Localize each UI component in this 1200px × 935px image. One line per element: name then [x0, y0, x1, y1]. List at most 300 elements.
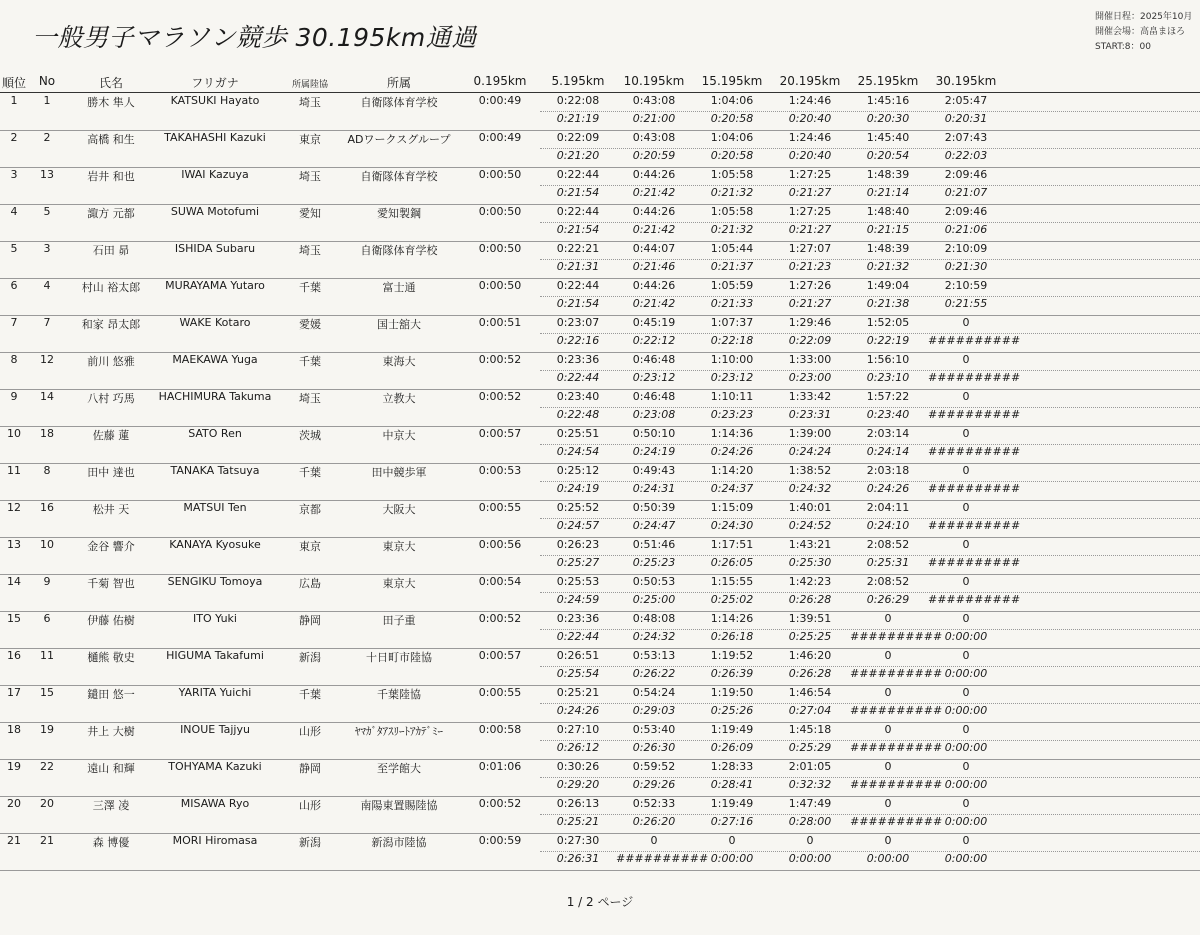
- lap-time-cell: ##########: [850, 815, 943, 828]
- team-cell: 自衛隊体育学校: [360, 96, 438, 109]
- lap-time-cell: 0:22:44: [556, 630, 600, 643]
- cumulative-time-cell: 1:45:16: [866, 94, 910, 107]
- lap-time-cell: 0:00:00: [944, 852, 988, 865]
- pref-cell: 東京: [299, 540, 321, 553]
- name-cell: 和家 昂太郎: [81, 318, 141, 331]
- cumulative-time-cell: 0:44:26: [632, 205, 676, 218]
- cumulative-time-cell: 0:44:26: [632, 168, 676, 181]
- lap-time-cell: 0:24:32: [632, 630, 676, 643]
- lap-time-cell: 0:25:54: [556, 667, 600, 680]
- table-row: [0, 611, 1200, 649]
- lap-time-cell: 0:26:18: [710, 630, 754, 643]
- cumulative-time-cell: 0: [962, 686, 970, 699]
- lap-time-cell: 0:25:31: [866, 556, 910, 569]
- cumulative-time-cell: 0:00:52: [478, 390, 522, 403]
- pref-cell: 埼玉: [299, 96, 321, 109]
- rank-cell: 9: [10, 390, 18, 403]
- cumulative-time-cell: 0: [806, 834, 814, 847]
- cumulative-time-cell: 2:09:46: [944, 168, 988, 181]
- lap-time-cell: 0:20:54: [866, 149, 910, 162]
- lap-time-cell: ##########: [850, 704, 943, 717]
- bib-cell: 19: [40, 723, 54, 736]
- bib-cell: 16: [40, 501, 54, 514]
- cumulative-time-cell: 0: [962, 575, 970, 588]
- cumulative-time-cell: 1:39:51: [788, 612, 832, 625]
- rank-cell: 21: [7, 834, 21, 847]
- lap-time-cell: 0:20:30: [866, 112, 910, 125]
- cumulative-time-cell: 0:00:52: [478, 353, 522, 366]
- lap-time-cell: 0:22:48: [556, 408, 600, 421]
- lap-time-cell: 0:00:00: [944, 630, 988, 643]
- cumulative-time-cell: 1:15:09: [710, 501, 754, 514]
- rank-cell: 18: [7, 723, 21, 736]
- cumulative-time-cell: 1:45:40: [866, 131, 910, 144]
- table-row: [0, 463, 1200, 501]
- event-meta: [1095, 10, 1192, 55]
- lap-time-cell: 0:21:54: [556, 223, 600, 236]
- rank-cell: 11: [7, 464, 21, 477]
- pref-cell: 山形: [299, 725, 321, 738]
- cumulative-time-cell: 0:25:53: [556, 575, 600, 588]
- kana-cell: KANAYA Kyosuke: [169, 538, 261, 551]
- cumulative-time-cell: 1:24:46: [788, 94, 832, 107]
- cumulative-time-cell: 1:05:44: [710, 242, 754, 255]
- lap-time-cell: 0:22:12: [632, 334, 676, 347]
- cumulative-time-cell: 1:46:20: [788, 649, 832, 662]
- team-cell: 大阪大: [382, 503, 416, 516]
- cumulative-time-cell: 0: [962, 538, 970, 551]
- cumulative-time-cell: 0:50:39: [632, 501, 676, 514]
- cumulative-time-cell: 0: [884, 760, 892, 773]
- table-row: [0, 426, 1200, 464]
- cumulative-time-cell: 1:57:22: [866, 390, 910, 403]
- bib-cell: 18: [40, 427, 54, 440]
- cumulative-time-cell: 1:29:46: [788, 316, 832, 329]
- cumulative-time-cell: 1:15:55: [710, 575, 754, 588]
- cumulative-time-cell: 1:19:52: [710, 649, 754, 662]
- lap-time-cell: 0:21:37: [710, 260, 754, 273]
- header-split-6: 30.195km: [935, 74, 997, 88]
- lap-time-cell: 0:24:26: [710, 445, 754, 458]
- cumulative-time-cell: 0:52:33: [632, 797, 676, 810]
- cumulative-time-cell: 1:10:11: [710, 390, 754, 403]
- kana-cell: SATO Ren: [188, 427, 242, 440]
- bib-cell: 9: [43, 575, 51, 588]
- lap-time-cell: 0:24:37: [710, 482, 754, 495]
- lap-time-cell: 0:21:27: [788, 297, 832, 310]
- cumulative-time-cell: 1:19:50: [710, 686, 754, 699]
- lap-time-cell: 0:26:31: [556, 852, 600, 865]
- cumulative-time-cell: 0:26:51: [556, 649, 600, 662]
- rank-cell: 19: [7, 760, 21, 773]
- header-no: No: [38, 74, 56, 88]
- table-row: [0, 130, 1200, 168]
- lap-time-cell: 0:24:26: [866, 482, 910, 495]
- cumulative-time-cell: 1:38:52: [788, 464, 832, 477]
- table-row: [0, 833, 1200, 871]
- cumulative-time-cell: 0:27:30: [556, 834, 600, 847]
- cumulative-time-cell: 1:27:25: [788, 205, 832, 218]
- cumulative-time-cell: 0:30:26: [556, 760, 600, 773]
- kana-cell: MAEKAWA Yuga: [172, 353, 258, 366]
- lap-time-cell: 0:21:15: [866, 223, 910, 236]
- header-name: 氏名: [98, 76, 123, 90]
- cumulative-time-cell: 0:22:44: [556, 205, 600, 218]
- cumulative-time-cell: 1:39:00: [788, 427, 832, 440]
- name-cell: 井上 大樹: [87, 725, 135, 738]
- team-cell: 富士通: [382, 281, 416, 294]
- rank-cell: 13: [7, 538, 21, 551]
- lap-time-cell: 0:26:05: [710, 556, 754, 569]
- rank-cell: 1: [10, 94, 18, 107]
- lap-time-cell: 0:21:06: [944, 223, 988, 236]
- cumulative-time-cell: 0:00:55: [478, 686, 522, 699]
- cumulative-time-cell: 1:47:49: [788, 797, 832, 810]
- cumulative-time-cell: 0: [962, 760, 970, 773]
- lap-time-cell: 0:21:00: [632, 112, 676, 125]
- lap-time-cell: ##########: [928, 519, 1021, 532]
- bib-cell: 7: [43, 316, 51, 329]
- lap-time-cell: 0:21:42: [632, 297, 676, 310]
- cumulative-time-cell: 0: [962, 723, 970, 736]
- lap-time-cell: 0:26:22: [632, 667, 676, 680]
- lap-time-cell: 0:21:20: [556, 149, 600, 162]
- cumulative-time-cell: 0: [884, 834, 892, 847]
- lap-time-cell: 0:23:10: [866, 371, 910, 384]
- lap-time-cell: 0:20:40: [788, 149, 832, 162]
- team-cell: 田中競歩軍: [371, 466, 427, 479]
- cumulative-time-cell: 1:14:36: [710, 427, 754, 440]
- lap-time-cell: 0:26:30: [632, 741, 676, 754]
- table-row: [0, 574, 1200, 612]
- header-split-4: 20.195km: [779, 74, 841, 88]
- lap-time-cell: ##########: [850, 778, 943, 791]
- table-row: [0, 93, 1200, 131]
- cumulative-time-cell: 0:25:21: [556, 686, 600, 699]
- kana-cell: IWAI Kazuya: [181, 168, 249, 181]
- cumulative-time-cell: 1:19:49: [710, 723, 754, 736]
- name-cell: 村山 裕太郎: [81, 281, 141, 294]
- lap-time-cell: 0:21:23: [788, 260, 832, 273]
- cumulative-time-cell: 1:14:20: [710, 464, 754, 477]
- team-cell: 新潟市陸協: [371, 836, 427, 849]
- kana-cell: ISHIDA Subaru: [174, 242, 256, 255]
- lap-time-cell: 0:24:52: [788, 519, 832, 532]
- kana-cell: KATSUKI Hayato: [170, 94, 260, 107]
- lap-time-cell: 0:25:23: [632, 556, 676, 569]
- lap-time-cell: 0:21:27: [788, 223, 832, 236]
- name-cell: 前川 悠雅: [87, 355, 135, 368]
- lap-time-cell: 0:25:27: [556, 556, 600, 569]
- cumulative-time-cell: 1:04:06: [710, 94, 754, 107]
- cumulative-time-cell: 0:43:08: [632, 131, 676, 144]
- cumulative-time-cell: 0:00:50: [478, 168, 522, 181]
- cumulative-time-cell: 0: [962, 649, 970, 662]
- cumulative-time-cell: 0:00:49: [478, 94, 522, 107]
- lap-time-cell: 0:20:59: [632, 149, 676, 162]
- team-cell: ﾔﾏｶﾞﾀｱｽﾘｰﾄｱｶﾃﾞﾐｰ: [355, 725, 443, 738]
- cumulative-time-cell: 1:43:21: [788, 538, 832, 551]
- table-row: [0, 241, 1200, 279]
- lap-time-cell: 0:22:03: [944, 149, 988, 162]
- bib-cell: 3: [43, 242, 51, 255]
- cumulative-time-cell: 1:05:58: [710, 205, 754, 218]
- cumulative-time-cell: 1:27:26: [788, 279, 832, 292]
- lap-time-cell: 0:26:28: [788, 593, 832, 606]
- bib-cell: 11: [40, 649, 54, 662]
- rank-cell: 6: [10, 279, 18, 292]
- bib-cell: 20: [40, 797, 54, 810]
- cumulative-time-cell: 0:01:06: [478, 760, 522, 773]
- cumulative-time-cell: 0:00:53: [478, 464, 522, 477]
- lap-time-cell: ##########: [928, 371, 1021, 384]
- cumulative-time-cell: 2:04:11: [866, 501, 910, 514]
- team-cell: 東京大: [382, 577, 416, 590]
- lap-time-cell: 0:24:32: [788, 482, 832, 495]
- cumulative-time-cell: 0:00:52: [478, 797, 522, 810]
- rank-cell: 16: [7, 649, 21, 662]
- pref-cell: 新潟: [299, 651, 321, 664]
- name-cell: 諏方 元都: [87, 207, 135, 220]
- pref-cell: 埼玉: [299, 392, 321, 405]
- bib-cell: 1: [43, 94, 51, 107]
- lap-time-cell: 0:00:00: [944, 815, 988, 828]
- event-start: START:8：00: [1095, 42, 1151, 52]
- lap-time-cell: 0:21:32: [866, 260, 910, 273]
- cumulative-time-cell: 0:23:36: [556, 353, 600, 366]
- table-row: [0, 685, 1200, 723]
- lap-time-cell: 0:26:20: [632, 815, 676, 828]
- rank-cell: 3: [10, 168, 18, 181]
- cumulative-time-cell: 0:00:49: [478, 131, 522, 144]
- name-cell: 田中 達也: [87, 466, 135, 479]
- lap-time-cell: 0:21:54: [556, 186, 600, 199]
- lap-time-cell: 0:27:16: [710, 815, 754, 828]
- table-row: [0, 722, 1200, 760]
- rank-cell: 17: [7, 686, 21, 699]
- team-cell: ADワークスグループ: [347, 133, 451, 146]
- lap-time-cell: 0:26:28: [788, 667, 832, 680]
- cumulative-time-cell: 1:48:40: [866, 205, 910, 218]
- lap-time-cell: 0:28:00: [788, 815, 832, 828]
- cumulative-time-cell: 0:25:52: [556, 501, 600, 514]
- rank-cell: 20: [7, 797, 21, 810]
- pref-cell: 静岡: [299, 762, 321, 775]
- name-cell: 鑓田 悠一: [87, 688, 135, 701]
- pref-cell: 静岡: [299, 614, 321, 627]
- lap-time-cell: 0:27:04: [788, 704, 832, 717]
- cumulative-time-cell: 1:17:51: [710, 538, 754, 551]
- kana-cell: HIGUMA Takafumi: [166, 649, 264, 662]
- kana-cell: INOUE Tajjyu: [180, 723, 250, 736]
- lap-time-cell: 0:24:19: [632, 445, 676, 458]
- cumulative-time-cell: 0:00:57: [478, 649, 522, 662]
- kana-cell: MATSUI Ten: [183, 501, 247, 514]
- lap-time-cell: 0:00:00: [788, 852, 832, 865]
- cumulative-time-cell: 2:08:52: [866, 538, 910, 551]
- header-split-3: 15.195km: [701, 74, 763, 88]
- name-cell: 金谷 響介: [87, 540, 135, 553]
- lap-time-cell: 0:24:19: [556, 482, 600, 495]
- cumulative-time-cell: 0:25:12: [556, 464, 600, 477]
- kana-cell: SENGIKU Tomoya: [167, 575, 263, 588]
- page-title: 一般男子マラソン競歩 30.195km通過: [32, 23, 477, 52]
- table-row: [0, 352, 1200, 390]
- cumulative-time-cell: 1:52:05: [866, 316, 910, 329]
- kana-cell: TAKAHASHI Kazuki: [164, 131, 266, 144]
- lap-time-cell: 0:21:30: [944, 260, 988, 273]
- kana-cell: TOHYAMA Kazuki: [168, 760, 262, 773]
- lap-time-cell: 0:28:41: [710, 778, 754, 791]
- lap-time-cell: ##########: [850, 667, 943, 680]
- pref-cell: 埼玉: [299, 170, 321, 183]
- cumulative-time-cell: 0:22:44: [556, 279, 600, 292]
- lap-time-cell: 0:21:42: [632, 223, 676, 236]
- lap-time-cell: 0:21:55: [944, 297, 988, 310]
- lap-time-cell: 0:00:00: [944, 778, 988, 791]
- team-cell: 自衛隊体育学校: [360, 244, 438, 257]
- lap-time-cell: 0:23:00: [788, 371, 832, 384]
- lap-time-cell: 0:20:58: [710, 149, 754, 162]
- lap-time-cell: 0:00:00: [944, 704, 988, 717]
- lap-time-cell: 0:29:03: [632, 704, 676, 717]
- event-date: 開催日程：2025年10月: [1095, 12, 1193, 22]
- bib-cell: 13: [40, 168, 54, 181]
- name-cell: 松井 天: [92, 503, 130, 516]
- cumulative-time-cell: 0: [962, 797, 970, 810]
- pref-cell: 東京: [299, 133, 321, 146]
- cumulative-time-cell: 1:04:06: [710, 131, 754, 144]
- lap-time-cell: 0:00:00: [710, 852, 754, 865]
- cumulative-time-cell: 0:22:08: [556, 94, 600, 107]
- team-cell: 至学館大: [377, 762, 421, 775]
- lap-time-cell: 0:21:32: [710, 186, 754, 199]
- rank-cell: 10: [7, 427, 21, 440]
- name-cell: 樋熊 敬史: [87, 651, 135, 664]
- lap-time-cell: 0:24:47: [632, 519, 676, 532]
- cumulative-time-cell: 1:42:23: [788, 575, 832, 588]
- table-row: [0, 500, 1200, 538]
- kana-cell: SUWA Motofumi: [170, 205, 260, 218]
- table-row: [0, 796, 1200, 834]
- lap-time-cell: 0:21:31: [556, 260, 600, 273]
- rank-cell: 7: [10, 316, 18, 329]
- lap-time-cell: 0:00:00: [944, 741, 988, 754]
- cumulative-time-cell: 0: [962, 353, 970, 366]
- cumulative-time-cell: 0:51:46: [632, 538, 676, 551]
- cumulative-time-cell: 0:00:50: [478, 242, 522, 255]
- cumulative-time-cell: 0: [962, 464, 970, 477]
- cumulative-time-cell: 0:22:44: [556, 168, 600, 181]
- lap-time-cell: 0:20:58: [710, 112, 754, 125]
- lap-time-cell: ##########: [928, 556, 1021, 569]
- team-cell: 南陽東置賜陸協: [360, 799, 438, 812]
- team-cell: 東京大: [382, 540, 416, 553]
- table-header: [0, 72, 1200, 93]
- cumulative-time-cell: 2:01:05: [788, 760, 832, 773]
- lap-time-cell: 0:21:32: [710, 223, 754, 236]
- cumulative-time-cell: 0:48:08: [632, 612, 676, 625]
- cumulative-time-cell: 0:53:40: [632, 723, 676, 736]
- lap-time-cell: 0:23:12: [632, 371, 676, 384]
- lap-time-cell: 0:24:14: [866, 445, 910, 458]
- cumulative-time-cell: 0: [728, 834, 736, 847]
- cumulative-time-cell: 1:19:49: [710, 797, 754, 810]
- table-row: [0, 648, 1200, 686]
- cumulative-time-cell: 2:09:46: [944, 205, 988, 218]
- lap-time-cell: ##########: [928, 334, 1021, 347]
- lap-time-cell: 0:22:44: [556, 371, 600, 384]
- cumulative-time-cell: 0:44:26: [632, 279, 676, 292]
- cumulative-time-cell: 1:27:25: [788, 168, 832, 181]
- lap-time-cell: 0:21:33: [710, 297, 754, 310]
- cumulative-time-cell: 0:00:55: [478, 501, 522, 514]
- lap-time-cell: 0:23:23: [710, 408, 754, 421]
- cumulative-time-cell: 1:05:58: [710, 168, 754, 181]
- cumulative-time-cell: 2:05:47: [944, 94, 988, 107]
- lap-time-cell: 0:21:42: [632, 186, 676, 199]
- cumulative-time-cell: 0:26:23: [556, 538, 600, 551]
- cumulative-time-cell: 2:03:14: [866, 427, 910, 440]
- lap-time-cell: 0:23:31: [788, 408, 832, 421]
- lap-time-cell: 0:21:27: [788, 186, 832, 199]
- cumulative-time-cell: 1:45:18: [788, 723, 832, 736]
- cumulative-time-cell: 0: [884, 686, 892, 699]
- cumulative-time-cell: 0:00:56: [478, 538, 522, 551]
- lap-time-cell: 0:29:20: [556, 778, 600, 791]
- kana-cell: YARITA Yuichi: [178, 686, 252, 699]
- team-cell: 中京大: [382, 429, 416, 442]
- bib-cell: 8: [43, 464, 51, 477]
- lap-time-cell: 0:24:31: [632, 482, 676, 495]
- lap-time-cell: ##########: [616, 852, 709, 865]
- cumulative-time-cell: 0: [884, 612, 892, 625]
- lap-time-cell: 0:24:30: [710, 519, 754, 532]
- team-cell: 十日町市陸協: [366, 651, 432, 664]
- lap-time-cell: 0:24:26: [556, 704, 600, 717]
- cumulative-time-cell: 2:10:59: [944, 279, 988, 292]
- header-kana: フリガナ: [191, 76, 239, 90]
- bib-cell: 12: [40, 353, 54, 366]
- cumulative-time-cell: 0:22:09: [556, 131, 600, 144]
- table-row: [0, 315, 1200, 353]
- pref-cell: 京都: [299, 503, 321, 516]
- bib-cell: 5: [43, 205, 51, 218]
- header-split-0: 0.195km: [473, 74, 527, 88]
- cumulative-time-cell: 2:10:09: [944, 242, 988, 255]
- cumulative-time-cell: 0:54:24: [632, 686, 676, 699]
- lap-time-cell: 0:23:08: [632, 408, 676, 421]
- cumulative-time-cell: 1:27:07: [788, 242, 832, 255]
- name-cell: 森 博優: [92, 836, 130, 849]
- lap-time-cell: 0:25:29: [788, 741, 832, 754]
- cumulative-time-cell: 0:49:43: [632, 464, 676, 477]
- pref-cell: 茨城: [299, 429, 321, 442]
- pref-cell: 新潟: [299, 836, 321, 849]
- header-split-1: 5.195km: [551, 74, 605, 88]
- lap-time-cell: 0:23:40: [866, 408, 910, 421]
- lap-time-cell: 0:22:09: [788, 334, 832, 347]
- kana-cell: HACHIMURA Takuma: [158, 390, 272, 403]
- cumulative-time-cell: 0: [962, 316, 970, 329]
- team-cell: 東海大: [382, 355, 416, 368]
- lap-time-cell: 0:26:09: [710, 741, 754, 754]
- cumulative-time-cell: 0:00:59: [478, 834, 522, 847]
- lap-time-cell: ##########: [850, 630, 943, 643]
- cumulative-time-cell: 0: [884, 649, 892, 662]
- rank-cell: 5: [10, 242, 18, 255]
- table-row: [0, 278, 1200, 316]
